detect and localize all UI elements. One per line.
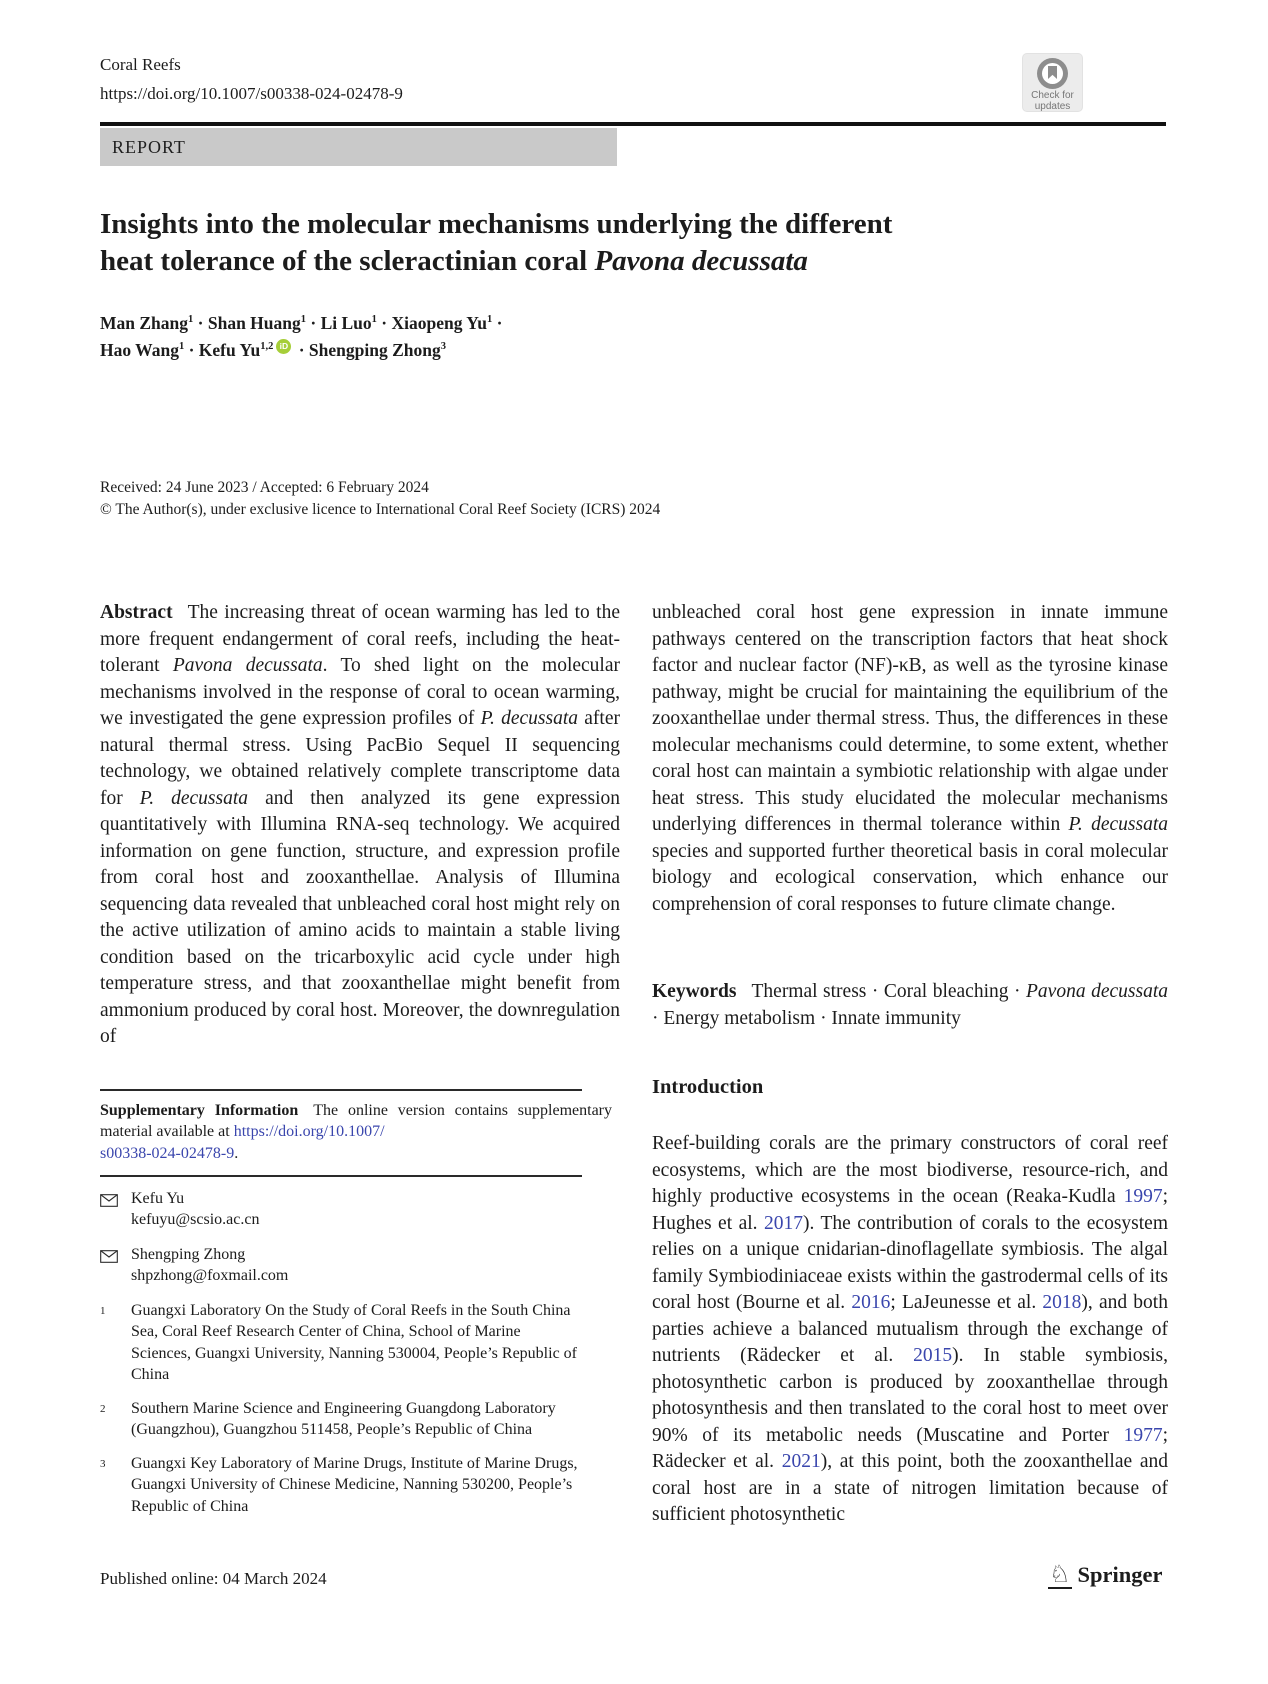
article-title: Insights into the molecular mechanisms underlying the different heat tolerance of the scleractinian coral Pavona decussata (100, 208, 893, 277)
check-updates-label-line2: updates (1034, 101, 1071, 112)
inline-link[interactable]: 2021 (781, 1451, 821, 1472)
inline-link[interactable]: 2018 (1042, 1292, 1082, 1313)
email-icon (100, 1244, 131, 1287)
inline-link[interactable]: 2016 (851, 1292, 891, 1313)
corresponding-author-email[interactable]: shpzhong@foxmail.com (131, 1267, 289, 1284)
affiliation-2 (100, 1398, 620, 1441)
springer-logo (1048, 1561, 1163, 1589)
affiliation-number: 1 (100, 1304, 106, 1317)
received-accepted-dates: Received: 24 June 2023 / Accepted: 6 February 2024 (100, 479, 429, 496)
keywords: Keywords Thermal stress · Coral bleaching · Pavona decussata · Energy metabolism · Innate immunity (652, 981, 1168, 1029)
affiliation-text: Guangxi Key Laboratory of Marine Drugs, Institute of Marine Drugs, Guangxi University of Chinese Medicine, Nanning 530200, People’s Republic of China (131, 1454, 578, 1515)
springer-wordmark: Springer (1077, 1562, 1163, 1587)
corresponding-author-name: Shengping Zhong (131, 1245, 246, 1263)
affiliation-1 (100, 1300, 620, 1386)
inline-link[interactable]: 1997 (1123, 1186, 1163, 1207)
email-icon (100, 1188, 131, 1231)
affiliation-3 (100, 1453, 620, 1518)
corresponding-author-email[interactable]: kefuyu@scsio.ac.cn (131, 1211, 260, 1228)
affiliation-number: 2 (100, 1402, 106, 1415)
springer-knight-icon: ♘ (1049, 1560, 1071, 1588)
published-online: Published online: 04 March 2024 (100, 1569, 327, 1588)
journal-name: Coral Reefs (100, 55, 181, 74)
check-updates-label-line1: Check for (1031, 90, 1074, 101)
article-type-label: REPORT (112, 136, 186, 157)
corresponding-author-1 (100, 1188, 620, 1231)
footnote-rule-bottom (100, 1175, 582, 1177)
affiliation-text: Southern Marine Science and Engineering Guangdong Laboratory (Guangzhou), Guangzhou 511458, People’s Republic of China (131, 1399, 556, 1438)
article-type-badge (100, 128, 617, 166)
footnote-rule-top (100, 1089, 582, 1091)
inline-link[interactable]: 1977 (1123, 1424, 1163, 1446)
authors-line: Man Zhang$^1$ · Shan Huang$^1$ · Li Luo$^1$ · Xiaopeng $Yu^1$ · Hao Wang$^1$ · Kefu Yu$^{1,2}$ iD · Shengping Zhong$^3$ (100, 313, 503, 360)
affiliation-text: Guangxi Laboratory On the Study of Coral Reefs in the South China Sea, Coral Reef Research Center of China, School of Marine Sciences, Guangxi University, Nanning 530004, People’s Republic of China (131, 1301, 577, 1383)
introduction-heading: Introduction (652, 1076, 764, 1098)
copyright-notice: © The Author(s), under exclusive licence to International Coral Reef Society (ICRS) 2024 (100, 501, 661, 518)
orcid-icon[interactable]: iD (276, 339, 291, 354)
bookmark-icon (1048, 66, 1057, 79)
inline-link[interactable]: 2017 (764, 1212, 804, 1234)
footnote-block (100, 1089, 620, 1529)
abstract-left-column: Abstract The increasing threat of ocean warming has led to the more frequent endangerment of coral reefs, including the heat-tolerant Pavona decussata. To shed light on the molecular mechanisms involved in the response of coral to ocean warming, we investigated the gene expression profiles of P. decussata after natural thermal stress. Using PacBio Sequel II sequencing technology, we obtained relatively complete transcriptome data for P. decussata and then analyzed its gene expression quantitatively with Illumina RNA-seq technology. We acquired information on gene function, structure, and expression profile from coral host and zooxanthellae. Analysis of Illumina sequencing data revealed that unbleached coral host might rely on the active utilization of amino acids to maintain a stable living condition based on the tricarboxylic acid cycle under high temperature stress, and that zooxanthellae might benefit from ammonium produced by coral host. Moreover, the downregulation of (100, 602, 620, 1047)
affiliation-number: 3 (100, 1457, 106, 1470)
corresponding-author-2 (100, 1244, 620, 1287)
introduction-paragraph: Reef-building corals are the primary constructors of coral reef ecosystems, which are the most biodiverse, resource-rich, and highly productive ecosystems in the ocean (Reaka-Kudla 1997; Hughes et al. 2017). The contribution of corals to the ecosystem relies on a unique cnidarian-dinoflagellate symbiosis. The algal family Symbiodiniaceae exists within the gastrodermal cells of its coral host (Bourne et al. 2016; LaJeunesse et al. 2018), and both parties achieve a balanced mutualism through the exchange of nutrients (Rädecker et al. 2015). In stable symbiosis, photosynthetic carbon is produced by zooxanthellae through photosynthesis and then translated to the coral host to meet over 90% of its metabolic needs (Muscatine and Porter 1977; Rädecker et al. 2021), at this point, both the zooxanthellae and coral host are in a state of nitrogen limitation because of sufficient photosynthetic (652, 1133, 1169, 1525)
inline-link[interactable]: s00338-024-02478-9 (100, 1144, 235, 1162)
header-rule (100, 122, 1166, 126)
supplementary-information: Supplementary Information The online version contains supplementary material available at https://doi.org/10.1007/ s00338-024-02478-9. (100, 1101, 612, 1162)
abstract-right-column: unbleached coral host gene expression in innate immune pathways centered on the transcription factors that heat shock factor and nuclear factor (NF)-κB, as well as the tyrosine kinase pathway, might be crucial for maintaining the equilibrium of the zooxanthellae under thermal stress. Thus, the differences in these molecular mechanisms could determine, to some extent, whether coral host can maintain a symbiotic relationship with algae under heat stress. This study elucidated the molecular mechanisms underlying differences in thermal tolerance within P. decussata species and supported further theoretical basis in coral molecular biology and ecological conservation, which enhance our comprehension of coral responses to future climate change. (652, 602, 1169, 915)
inline-link[interactable]: 2015 (913, 1345, 953, 1366)
corresponding-author-name: Kefu Yu (131, 1189, 185, 1207)
inline-link[interactable]: https://doi.org/10.1007/ (233, 1123, 385, 1140)
check-updates-icon (1037, 58, 1068, 89)
check-updates-badge[interactable] (1022, 53, 1083, 112)
article-doi: https://doi.org/10.1007/s00338-024-02478-9 (100, 84, 403, 103)
